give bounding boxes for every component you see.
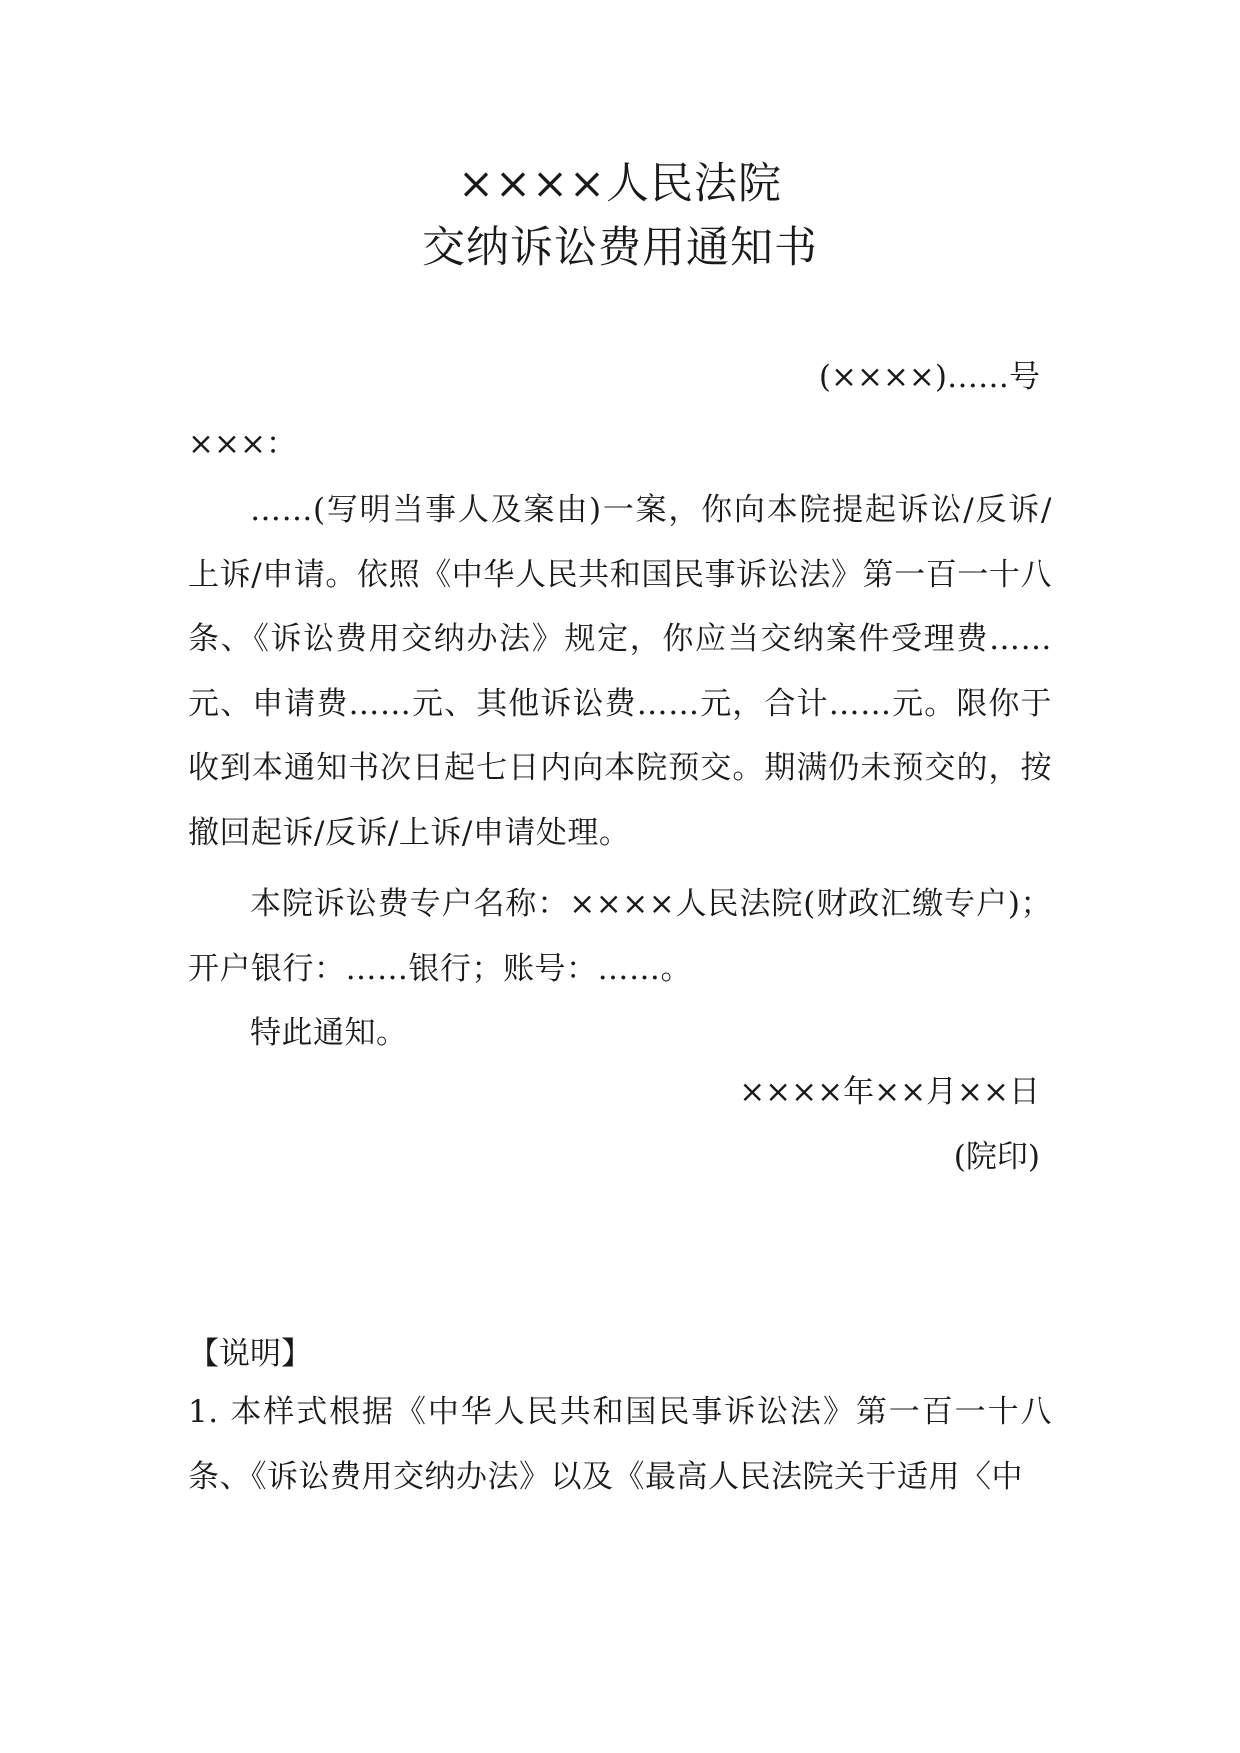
note-item-1: 1. 本样式根据《中华人民共和国民事诉讼法》第一百一十八条、《诉讼费用交纳办法》以及《最高人民法院关于适用〈中 — [188, 1394, 1052, 1495]
case-number: (××××)……号 — [818, 359, 1040, 395]
court-seal: (院印) — [953, 1139, 1040, 1175]
addressee: ×××： — [188, 426, 297, 462]
notice-paragraph-main: ……(写明当事人及案由)一案，你向本院提起诉讼/反诉/上诉/申请。依照《中华人民共和国民事诉讼法》第一百一十八条、《诉讼费用交纳办法》规定，你应当交纳案件受理费……元、申请费……元、其他诉讼费……元，合计……元。限你于收到本通知书次日起七日内向本院预交。期满仍未预交的，按撤回起诉/反诉/上诉/申请处理。 — [188, 492, 1052, 851]
issue-date: ××××年××月××日 — [739, 1074, 1040, 1110]
court-title: ××××人民法院 — [457, 159, 783, 209]
notes-heading: 【说明】 — [188, 1336, 312, 1372]
document-title: 交纳诉讼费用通知书 — [422, 223, 818, 273]
notice-paragraph-account: 本院诉讼费专户名称：××××人民法院(财政汇缴专户)；开户银行：……银行；账号：……。 — [188, 886, 1052, 987]
notice-paragraph-closing: 特此通知。 — [250, 1015, 408, 1051]
